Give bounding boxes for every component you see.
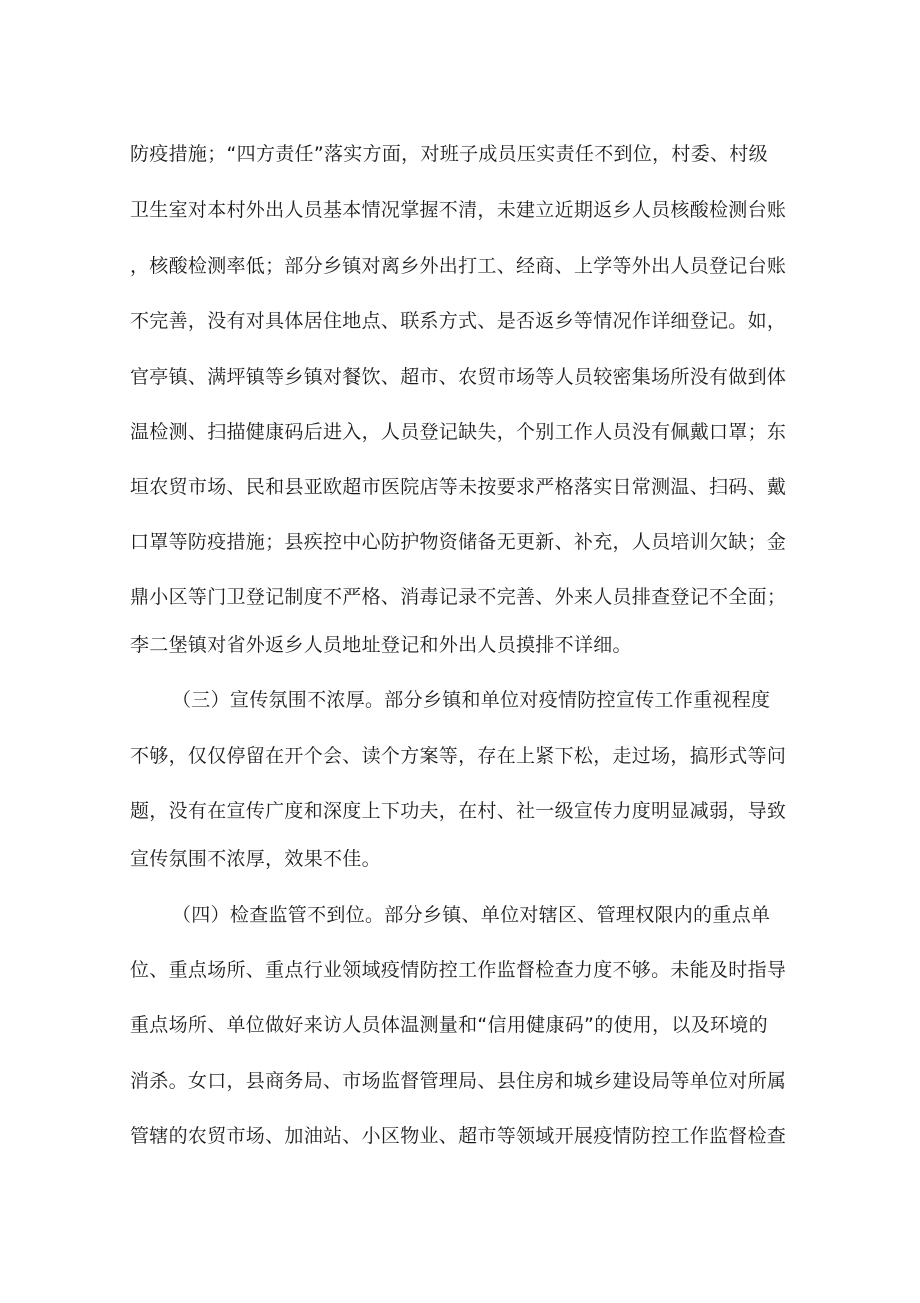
text-line: 官亭镇、满坪镇等乡镇对餐饮、超市、农贸市场等人员较密集场所没有做到体: [130, 366, 787, 388]
text-line: 宣传氛围不浓厚，效果不佳。: [130, 848, 381, 870]
text-line: 口罩等防疫措施；县疾控中心防护物资储备无更新、补充，人员培训欠缺；金: [130, 531, 787, 553]
text-line: 管辖的农贸市场、加油站、小区物业、超市等领域开展疫情防控工作监督检查: [130, 1125, 787, 1147]
text-line: 位、重点场所、重点行业领域疫情防控工作监督检查力度不够。未能及时指导: [130, 959, 787, 981]
text-line: 卫生室对本村外出人员基本情况掌握不清，未建立近期返乡人员核酸检测台账: [130, 199, 787, 221]
text-line: ，核酸检测率低；部分乡镇对离乡外出打工、经商、上学等外出人员登记台账: [130, 255, 787, 277]
text-line: 垣农贸市场、民和县亚欧超市医院店等未按要求严格落实日常测温、扫码、戴: [130, 476, 787, 498]
text-line: 防疫措施；“四方责任”落实方面，对班子成员压实责任不到位，村委、村级: [130, 143, 768, 165]
text-line: 李二堡镇对省外返乡人员地址登记和外出人员摸排不详细。: [130, 634, 632, 656]
text-line: 不够，仅仅停留在开个会、读个方案等，存在上紧下松，走过场，搞形式等问: [130, 745, 787, 767]
section-heading-three: （三）宣传氛围不浓厚。部分乡镇和单位对疫情防控宣传工作重视程度: [172, 689, 771, 711]
text-line: 温检测、扫描健康码后进入，人员登记缺失，个别工作人员没有佩戴口罩；东: [130, 421, 787, 443]
text-line: 题，没有在宣传广度和深度上下功夫，在村、社一级宣传力度明显减弱，导致: [130, 800, 787, 822]
text-line: 不完善，没有对具体居住地点、联系方式、是否返乡等情况作详细登记。如，: [130, 310, 787, 332]
text-line: 消杀。女口，县商务局、市场监督管理局、县住房和城乡建设局等单位对所属: [130, 1070, 787, 1092]
section-heading-four: （四）检查监管不到位。部分乡镇、单位对辖区、管理权限内的重点单: [172, 904, 771, 926]
text-line: 鼎小区等门卫登记制度不严格、消毒记录不完善、外来人员排查登记不全面；: [130, 586, 787, 608]
text-line: 重点场所、单位做好来访人员体温测量和“信用健康码”的使用，以及环境的: [130, 1014, 768, 1036]
